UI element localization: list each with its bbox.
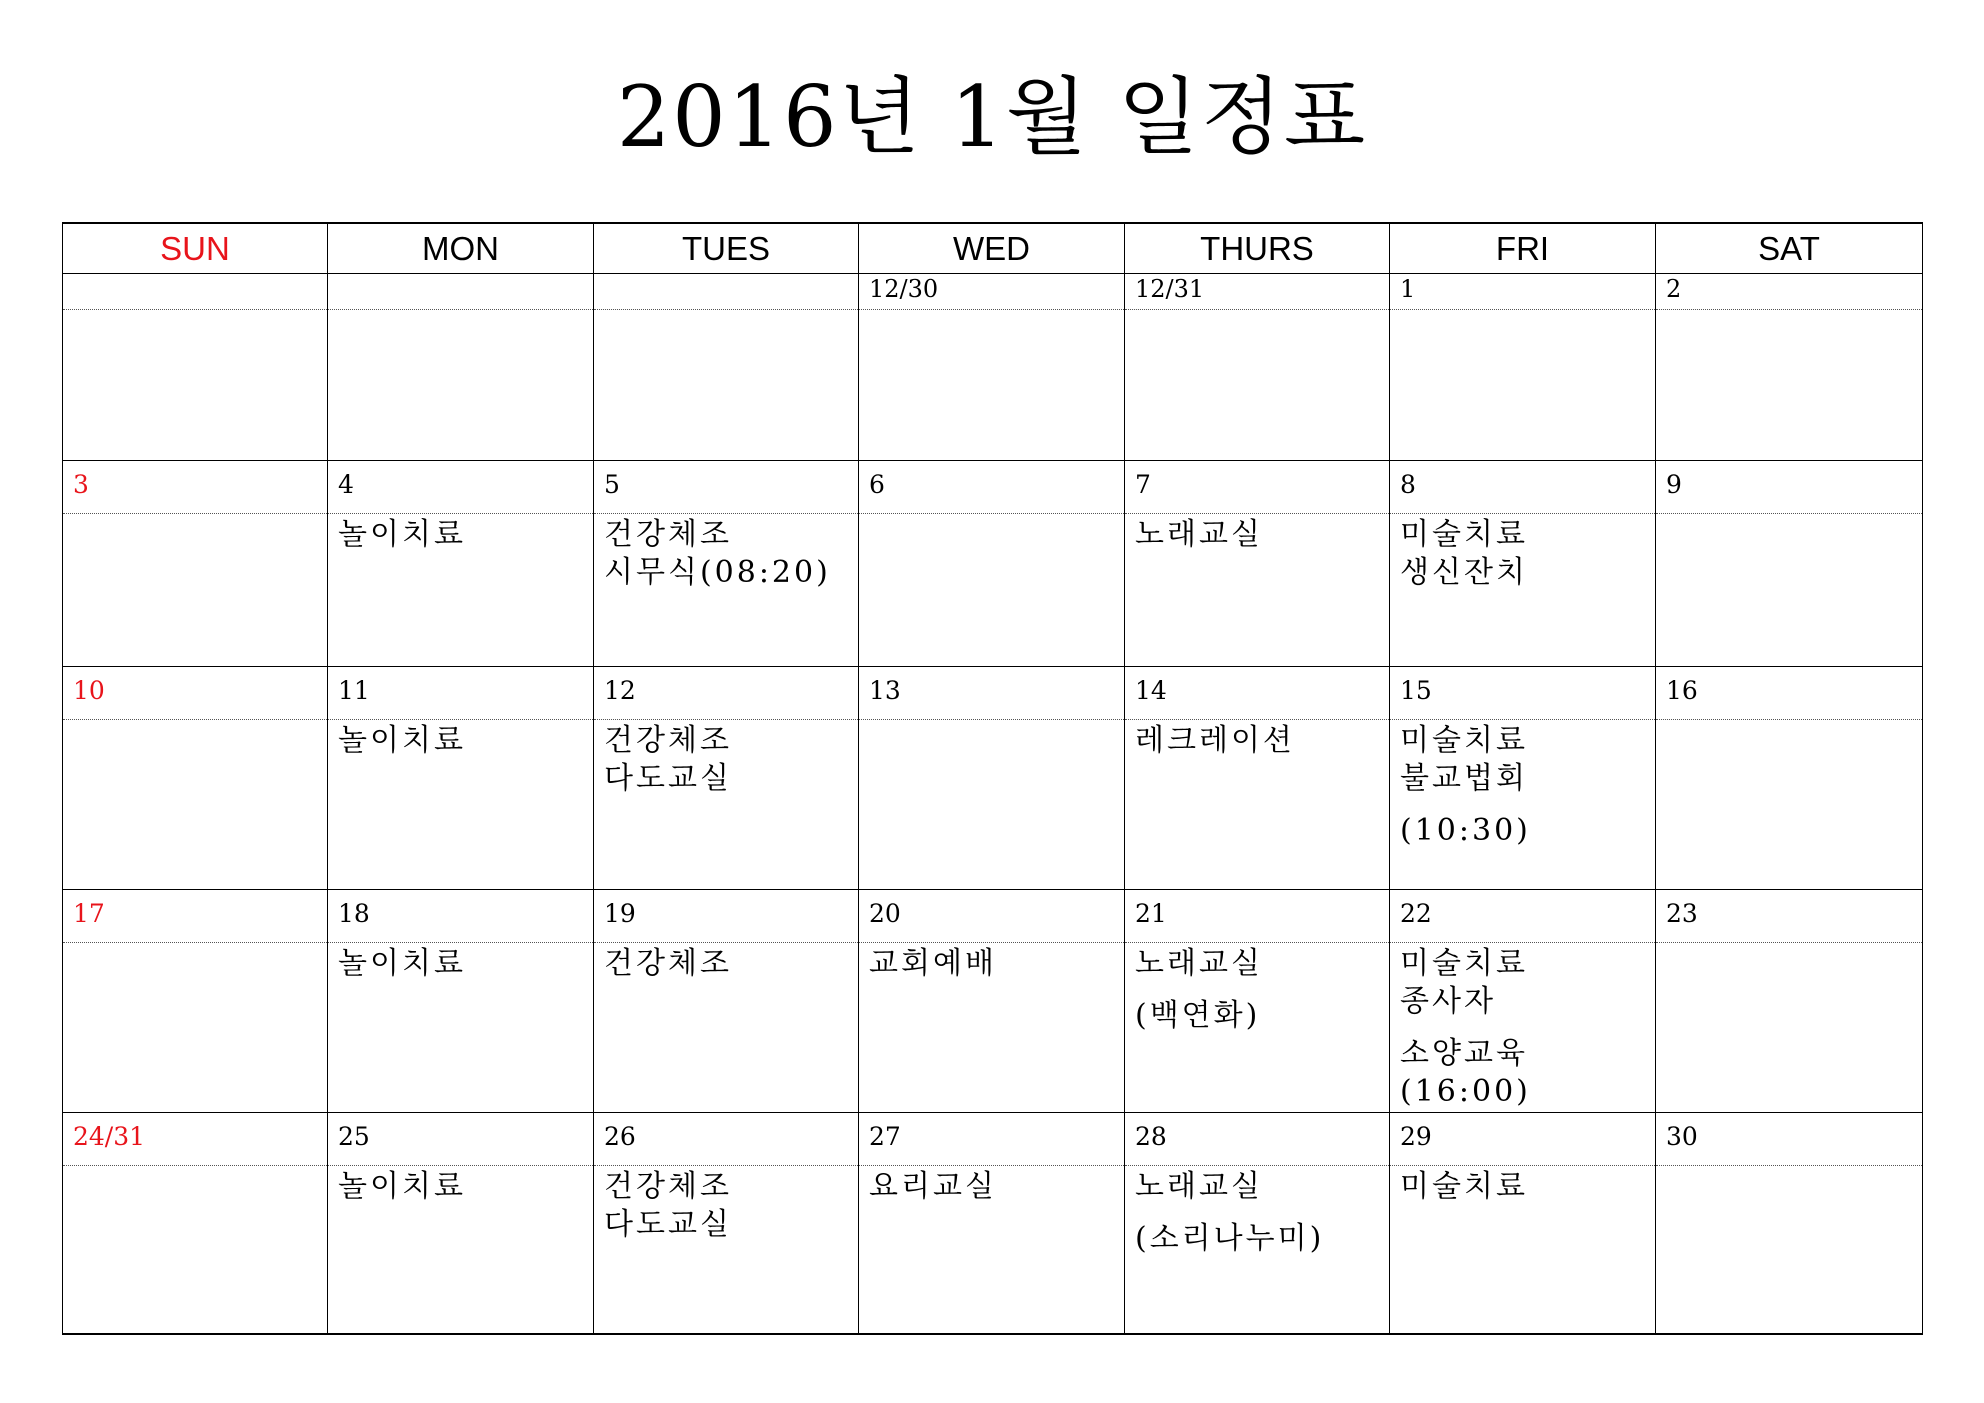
event-label: 미술치료 [1400, 1169, 1528, 1204]
week-event-row [63, 310, 1923, 461]
calendar-table [62, 222, 1923, 1335]
date-number: 27 [859, 1113, 1125, 1166]
date-number: 15 [1390, 667, 1656, 720]
day-event-cell [63, 720, 328, 890]
date-number [594, 274, 859, 310]
day-event-cell [1656, 514, 1923, 667]
date-number: 14 [1125, 667, 1390, 720]
day-event-cell [1390, 1166, 1656, 1335]
week-event-row [63, 720, 1923, 890]
event-label: 노래교실 [1135, 946, 1263, 981]
date-number: 19 [594, 890, 859, 943]
date-number: 25 [328, 1113, 594, 1166]
day-event-cell [594, 720, 859, 890]
event-label: 미술치료 [1400, 946, 1528, 981]
date-number: 12/31 [1125, 274, 1390, 310]
date-number: 24/31 [63, 1113, 328, 1166]
date-number: 2 [1656, 274, 1923, 310]
weekday-header-tue: TUES [594, 223, 859, 274]
date-number: 11 [328, 667, 594, 720]
date-number: 12 [594, 667, 859, 720]
event-label: 소양교육(16:00) [1400, 1036, 1531, 1109]
date-number: 29 [1390, 1113, 1656, 1166]
day-event-cell [859, 720, 1125, 890]
event-label: 다도교실 [604, 761, 732, 796]
week-date-row [63, 1113, 1923, 1166]
day-event-cell [594, 514, 859, 667]
weekday-header-sat: SAT [1656, 223, 1923, 274]
date-number: 4 [328, 461, 594, 514]
event-label: (백연화) [1135, 998, 1261, 1033]
week-event-row [63, 514, 1923, 667]
weekday-header-wed: WED [859, 223, 1125, 274]
event-label: 놀이치료 [338, 517, 466, 552]
day-event-cell [63, 943, 328, 1113]
event-label: 종사자 [1400, 984, 1496, 1019]
day-event-cell [859, 1166, 1125, 1335]
event-label: 건강체조 [604, 1169, 732, 1204]
event-label: 불교법회 [1400, 761, 1528, 796]
date-number: 7 [1125, 461, 1390, 514]
date-number: 3 [63, 461, 328, 514]
event-label: 교회예배 [869, 946, 997, 981]
day-event-cell [594, 1166, 859, 1335]
event-label: 건강체조 [604, 723, 732, 758]
event-label: 생신잔치 [1400, 555, 1528, 590]
date-number: 5 [594, 461, 859, 514]
date-number: 16 [1656, 667, 1923, 720]
date-number: 12/30 [859, 274, 1125, 310]
date-number: 6 [859, 461, 1125, 514]
event-label: 미술치료 [1400, 517, 1528, 552]
event-label: 노래교실 [1135, 517, 1263, 552]
day-event-cell [1125, 943, 1390, 1113]
date-number: 21 [1125, 890, 1390, 943]
week-date-row [63, 461, 1923, 514]
day-event-cell [1390, 514, 1656, 667]
day-event-cell [1125, 1166, 1390, 1335]
day-event-cell [1125, 514, 1390, 667]
day-event-cell [1390, 943, 1656, 1113]
event-label: 시무식(08:20) [604, 555, 831, 590]
day-event-cell [1656, 943, 1923, 1113]
weekday-header-mon: MON [328, 223, 594, 274]
date-number: 10 [63, 667, 328, 720]
date-number: 9 [1656, 461, 1923, 514]
day-event-cell [594, 943, 859, 1113]
day-event-cell [328, 514, 594, 667]
day-event-cell [63, 514, 328, 667]
date-number: 22 [1390, 890, 1656, 943]
date-number: 30 [1656, 1113, 1923, 1166]
date-number [328, 274, 594, 310]
day-event-cell [859, 943, 1125, 1113]
week-date-row [63, 667, 1923, 720]
date-number [63, 274, 328, 310]
weekday-header-thu: THURS [1125, 223, 1390, 274]
day-event-cell [1656, 1166, 1923, 1335]
day-event-cell [859, 514, 1125, 667]
event-label: 놀이치료 [338, 1169, 466, 1204]
event-label: 놀이치료 [338, 946, 466, 981]
date-number: 26 [594, 1113, 859, 1166]
day-event-cell [1656, 720, 1923, 890]
week-event-row [63, 943, 1923, 1113]
page-title: 2016년 1월 일정표 [616, 68, 1368, 166]
event-label: 놀이치료 [338, 723, 466, 758]
date-number: 17 [63, 890, 328, 943]
day-event-cell [328, 1166, 594, 1335]
date-number: 8 [1390, 461, 1656, 514]
day-event-cell [328, 720, 594, 890]
calendar-body [63, 274, 1923, 1335]
date-number: 13 [859, 667, 1125, 720]
day-event-cell [594, 310, 859, 461]
day-event-cell [1656, 310, 1923, 461]
event-label: 요리교실 [869, 1169, 997, 1204]
day-event-cell [1125, 720, 1390, 890]
event-label: 미술치료 [1400, 723, 1528, 758]
weekday-header-fri: FRI [1390, 223, 1656, 274]
date-number: 20 [859, 890, 1125, 943]
day-event-cell [1390, 310, 1656, 461]
day-event-cell [859, 310, 1125, 461]
day-event-cell [1125, 310, 1390, 461]
date-number: 18 [328, 890, 594, 943]
weekday-header-row [63, 223, 1923, 274]
week-event-row [63, 1166, 1923, 1335]
date-number: 23 [1656, 890, 1923, 943]
day-event-cell [328, 943, 594, 1113]
event-label: (10:30) [1400, 813, 1531, 848]
day-event-cell [1390, 720, 1656, 890]
day-event-cell [328, 310, 594, 461]
event-label: 건강체조 [604, 946, 732, 981]
weekday-header-sun: SUN [63, 223, 328, 274]
day-event-cell [63, 1166, 328, 1335]
event-label: 레크레이션 [1135, 723, 1295, 758]
date-number: 1 [1390, 274, 1656, 310]
day-event-cell [63, 310, 328, 461]
event-label: 다도교실 [604, 1207, 732, 1242]
event-label: (소리나누미) [1135, 1221, 1325, 1256]
event-label: 건강체조 [604, 517, 732, 552]
event-label: 노래교실 [1135, 1169, 1263, 1204]
week-date-row [63, 274, 1923, 310]
week-date-row [63, 890, 1923, 943]
date-number: 28 [1125, 1113, 1390, 1166]
